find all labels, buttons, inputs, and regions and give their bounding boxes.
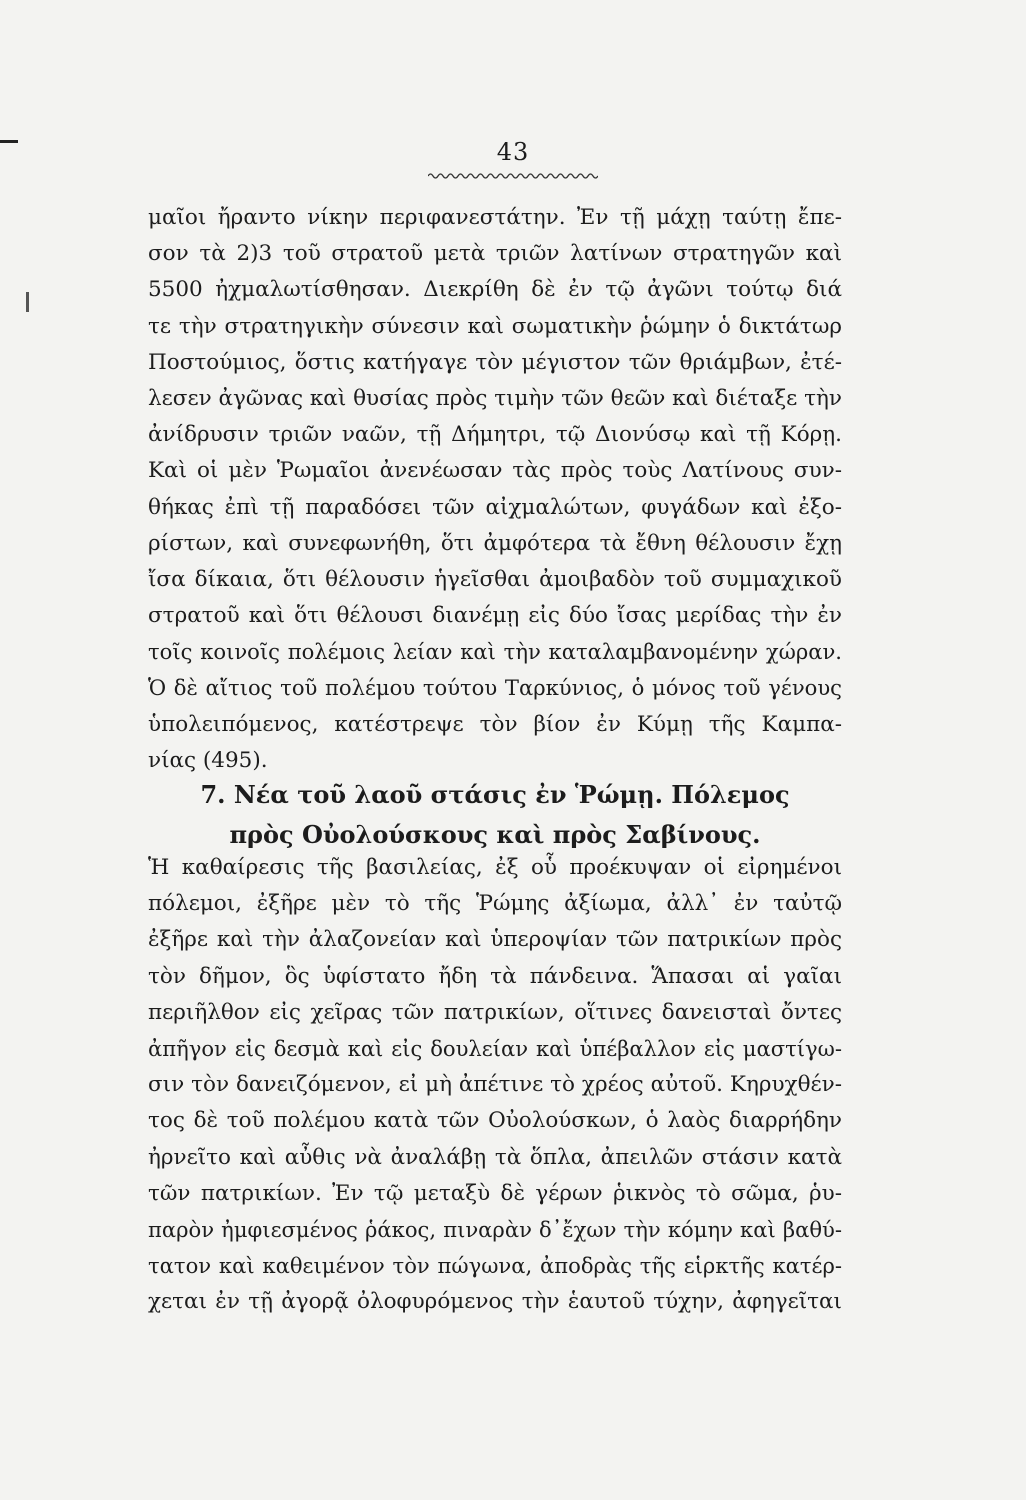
text-line: ἀπῆγον εἰς δεσμὰ καὶ εἰς δουλείαν καὶ ὑπέβαλλον εἰς μαστίγω- (148, 1035, 842, 1061)
text-line: 5500 ἠχμαλωτίσθησαν. Διεκρίθη δὲ ἐν τῷ ἀγῶνι τούτῳ διά (148, 277, 842, 303)
text-line: Ποστούμιος, ὅστις κατήγαγε τὸν μέγιστον τῶν θριάμβων, ἐτέ- (148, 349, 842, 375)
text-line: παρὸν ἠμφιεσμένος ῥάκος, πιναρὰν δ᾽ἔχων τὴν κόμην καὶ βαθύ- (148, 1216, 842, 1242)
text-line: Καὶ οἱ μὲν Ῥωμαῖοι ἀνενέωσαν τὰς πρὸς τοὺς Λατίνους συν- (148, 458, 842, 484)
text-line: ἴσα δίκαια, ὅτι θέλουσιν ἡγεῖσθαι ἀμοιβαδὸν τοῦ συμμαχικοῦ (148, 566, 842, 592)
text-line: στρατοῦ καὶ ὅτι θέλουσι διανέμῃ εἰς δύο ἴσας μερίδας τὴν ἐν (148, 603, 842, 629)
text-line: μαῖοι ἤραντο νίκην περιφανεστάτην. Ἐν τῇ μάχῃ ταύτῃ ἔπε- (148, 205, 842, 230)
text-line: χεται ἐν τῇ ἀγορᾷ ὀλοφυρόμενος τὴν ἑαυτοῦ τύχην, ἀφηγεῖται (148, 1289, 842, 1315)
heading-line: πρὸς Οὐολούσκους καὶ πρὸς Σαβίνους. (229, 820, 761, 849)
text-line: περιῆλθον εἰς χεῖρας τῶν πατρικίων, οἵτινες δανεισταὶ ὄντες (148, 999, 842, 1025)
text-line: ἐξῆρε καὶ τὴν ἀλαζονείαν καὶ ὑπεροψίαν τῶν πατρικίων πρὸς (148, 927, 842, 953)
text-line: τὸν δῆμον, ὃς ὑφίστατο ἤδη τὰ πάνδεινα. Ἅπασαι αἱ γαῖαι (148, 963, 842, 989)
text-line: ὑπολειπόμενος, κατέστρεψε τὸν βίον ἐν Κύμῃ τῆς Καμπα- (148, 711, 842, 737)
text-line: τοῖς κοινοῖς πολέμοις λείαν καὶ τὴν καταλαμβανομένην χώραν. (148, 639, 842, 665)
text-line: σιν τὸν δανειζόμενον, εἰ μὴ ἀπέτινε τὸ χρέος αὐτοῦ. Κηρυχθέν- (148, 1072, 842, 1098)
section-heading (148, 775, 842, 855)
text-line: τος δὲ τοῦ πολέμου κατὰ τῶν Οὐολούσκων, ὁ λαὸς διαρρήδην (148, 1108, 842, 1134)
page-number: 43 (496, 138, 530, 166)
text-line: τε τὴν στρατηγικὴν σύνεσιν καὶ σωματικὴν ῥώμην ὁ δικτάτωρ (148, 313, 842, 339)
text-line: τῶν πατρικίων. Ἐν τῷ μεταξὺ δὲ γέρων ῥικνὸς τὸ σῶμα, ῥυ- (148, 1180, 842, 1206)
text-line: ἀνίδρυσιν τριῶν ναῶν, τῇ Δήμητρι, τῷ Διονύσῳ καὶ τῇ Κόρῃ. (148, 422, 842, 448)
margin-mark (26, 292, 29, 312)
text-line: ἠρνεῖτο καὶ αὖθις νὰ ἀναλάβῃ τὰ ὅπλα, ἀπειλῶν στάσιν κατὰ (148, 1144, 842, 1170)
text-line: Ἡ καθαίρεσις τῆς βασιλείας, ἐξ οὗ προέκυψαν οἱ εἰρημένοι (148, 855, 842, 880)
paragraph-1 (148, 200, 842, 779)
text-line: θήκας ἐπὶ τῇ παραδόσει τῶν αἰχμαλώτων, φυγάδων καὶ ἐξο- (148, 494, 842, 520)
text-line: σον τὰ 2)3 τοῦ στρατοῦ μετὰ τριῶν λατίνων στρατηγῶν καὶ (148, 241, 842, 267)
text-line: ρίστων, καὶ συνεφωνήθη, ὅτι ἀμφότερα τὰ ἔθνη θέλουσιν ἔχῃ (148, 530, 842, 556)
text-line: πόλεμοι, ἐξῆρε μὲν τὸ τῆς Ῥώμης ἀξίωμα, ἀλλ᾽ ἐν ταὐτῷ (148, 891, 842, 917)
wavy-rule-ornament (428, 172, 598, 180)
heading-line: 7. Νέα τοῦ λαοῦ στάσις ἐν Ῥώμῃ. Πόλεμος (200, 780, 790, 809)
text-line: νίας (495). (148, 747, 268, 773)
paragraph-2 (148, 850, 842, 1320)
text-line: τατον καὶ καθειμένον τὸν πώγωνα, ἀποδρὰς τῆς εἱρκτῆς κατέρ- (148, 1253, 842, 1279)
text-line: Ὁ δὲ αἴτιος τοῦ πολέμου τούτου Ταρκύνιος, ὁ μόνος τοῦ γένους (148, 675, 842, 701)
text-line: λεσεν ἀγῶνας καὶ θυσίας πρὸς τιμὴν τῶν θεῶν καὶ διέταξε τὴν (148, 385, 842, 411)
